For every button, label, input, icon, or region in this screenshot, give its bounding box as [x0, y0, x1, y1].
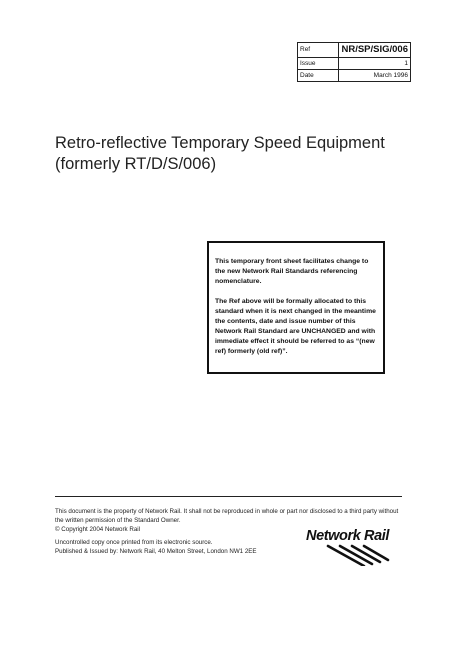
logo-text: Network Rail: [306, 528, 390, 544]
document-title: [55, 133, 415, 175]
notice-paragraph-2: The Ref above will be formally allocated to this standard when it is next changed in the meantime the contents, date and issue number of this Network Rail Standard are UNCHANGED and with immediate effect it should be referred to as “(new ref) formerly (old ref)”.: [215, 298, 376, 355]
title-line-2: (formerly RT/D/S/006): [55, 155, 217, 173]
notice-box: [207, 241, 385, 374]
date-value: March 1996: [339, 70, 411, 82]
ref-row: [298, 43, 411, 58]
issue-label: Issue: [298, 58, 339, 70]
notice-paragraph-1: This temporary front sheet facilitates change to the new Network Rail Standards referencing nomenclature.: [215, 258, 369, 285]
footer-uncontrolled: Uncontrolled copy once printed from its electronic source.: [55, 539, 213, 546]
date-row: [298, 70, 411, 82]
footer-disclaimer: This document is the property of Network Rail. It shall not be reproduced in whole or part nor disclosed to a third party without the written permission of the Standard Owner.: [55, 508, 399, 524]
footer-published: Published & Issued by: Network Rail, 40 Melton Street, London NW1 2EE: [55, 548, 257, 555]
issue-value: 1: [339, 58, 411, 70]
ref-value: NR/SP/SIG/006: [339, 43, 411, 58]
footer-divider: [55, 496, 402, 497]
issue-row: [298, 58, 411, 70]
reference-table: [297, 42, 411, 82]
ref-label: Ref: [298, 43, 339, 58]
network-rail-arrows-icon: [306, 544, 402, 566]
network-rail-logo: [306, 528, 402, 568]
title-line-1: Retro-reflective Temporary Speed Equipment: [55, 134, 385, 152]
logo-mark-strokes: [328, 546, 388, 566]
date-label: Date: [298, 70, 339, 82]
footer-copyright: © Copyright 2004 Network Rail: [55, 526, 141, 533]
